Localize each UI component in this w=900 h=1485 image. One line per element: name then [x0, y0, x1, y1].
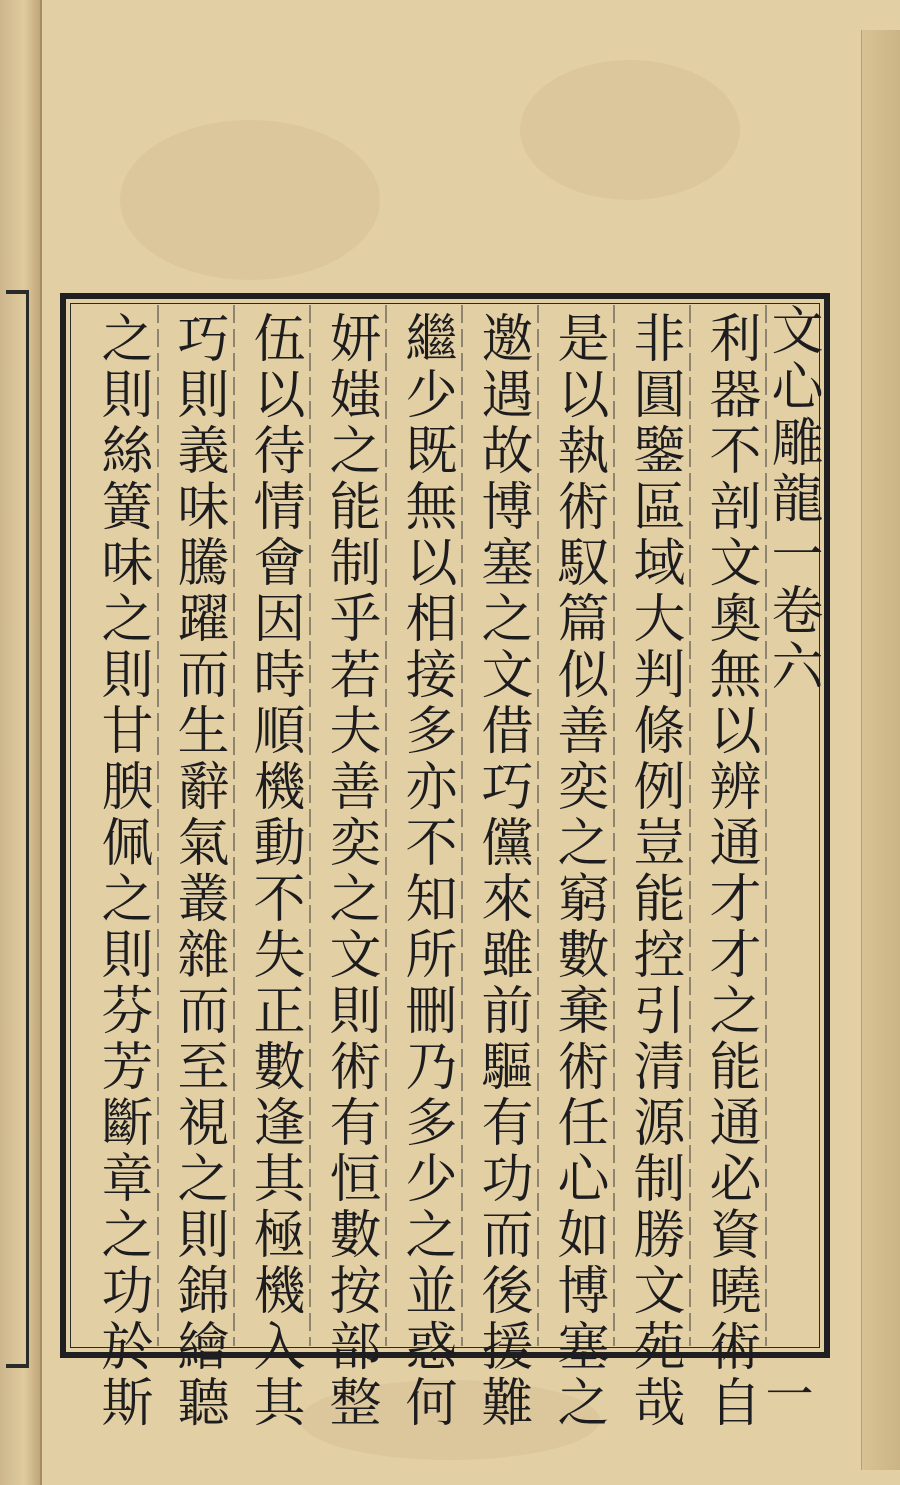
previous-page-edge	[0, 0, 42, 1485]
text-column-2: 非圓鑒區域大判條例豈能控引清源制勝文苑哉	[624, 311, 684, 1431]
text-column-1: 利器不剖文奧無以辨通才才之能通必資曉術自	[700, 311, 760, 1431]
text-column-6: 妍媸之能制乎若夫善奕之文則術有恒數按部整	[320, 311, 380, 1431]
paper-stain	[120, 120, 380, 280]
paper-stain	[520, 60, 740, 200]
text-column-4: 邀遇故博塞之文借巧儻來雖前驅有功而後援難	[472, 311, 532, 1431]
previous-page-frame	[6, 290, 29, 1368]
next-page-edge	[861, 30, 900, 1470]
running-header: 文心雕龍一卷六	[762, 303, 822, 695]
text-column-5: 繼少既無以相接多亦不知所刪乃多少之並惑何	[396, 311, 456, 1431]
text-column-8: 巧則義味騰躍而生辭氣叢雜而至視之則錦繪聽	[168, 311, 228, 1431]
text-column-7: 伍以待情會因時順機動不失正數逢其極機入其	[244, 311, 304, 1431]
text-frame	[60, 293, 830, 1431]
text-column-9: 之則絲簧味之則甘腴佩之則芬芳斷章之功於斯	[92, 311, 152, 1431]
text-column-3: 是以執術馭篇似善奕之窮數棄術任心如博塞之	[548, 311, 608, 1431]
page-number: 一	[757, 1369, 813, 1417]
